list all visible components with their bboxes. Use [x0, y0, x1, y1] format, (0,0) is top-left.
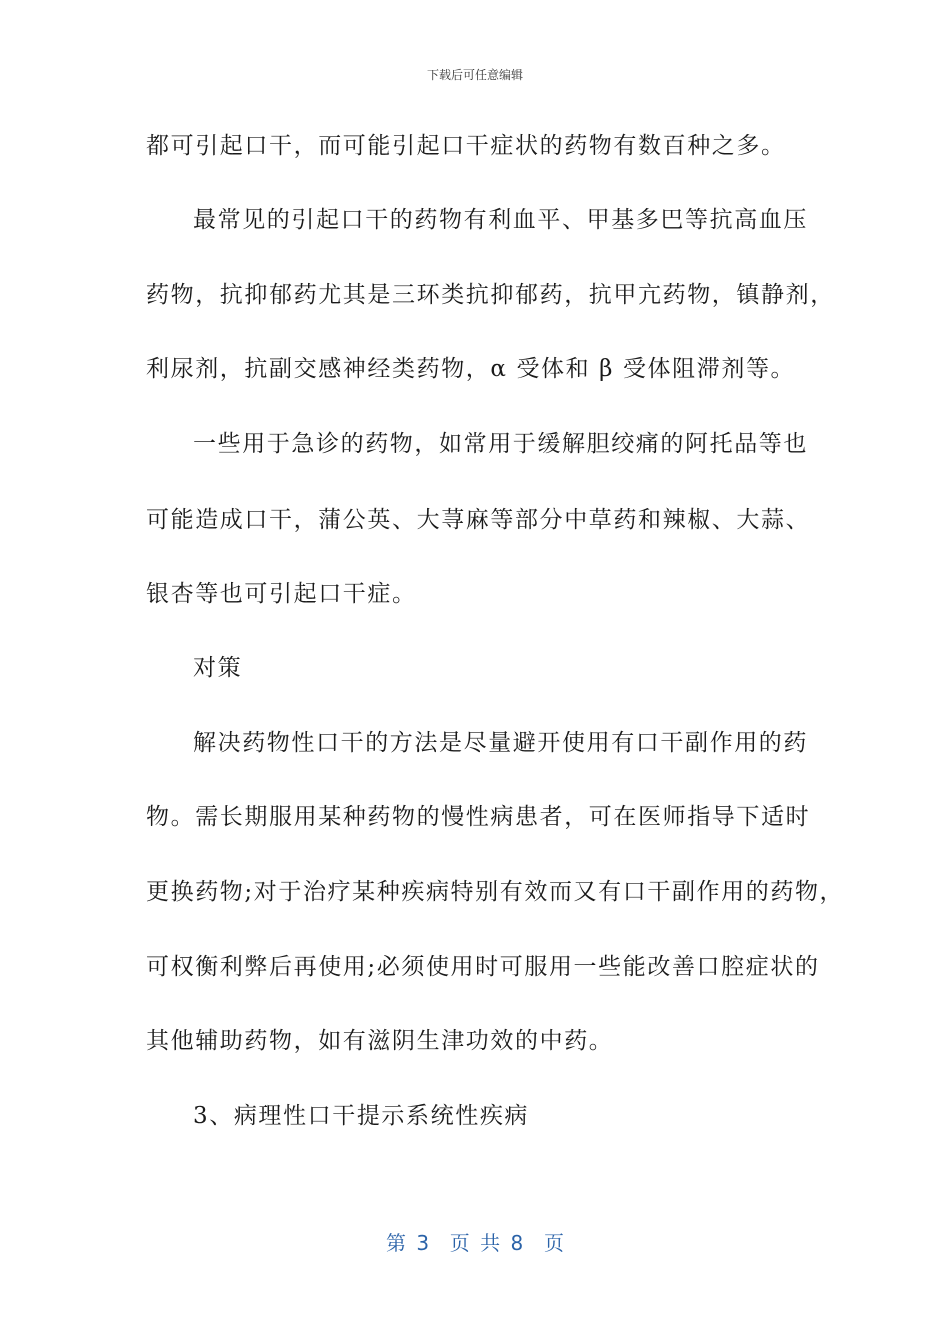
body-line-10: 物。需长期服用某种药物的慢性病患者，可在医师指导下适时 [146, 804, 811, 830]
body-line-3: 药物，抗抑郁药尤其是三环类抗抑郁药，抗甲亢药物，镇静剂， [146, 282, 835, 308]
page-number-text: 第 3 页 共 8 页 [386, 1231, 564, 1255]
body-line-11: 更换药物;对于治疗某种疾病特别有效而又有口干副作用的药物， [146, 879, 845, 905]
body-line-7: 银杏等也可引起口干症。 [146, 581, 417, 607]
page-header: 下载后可任意编辑 [426, 68, 523, 82]
body-line-4: 利尿剂，抗副交感神经类药物，α 受体和 β 受体阻滞剂等。 [146, 356, 796, 382]
body-line-5: 一些用于急诊的药物，如常用于缓解胆绞痛的阿托品等也 [193, 431, 808, 457]
page-footer [0, 1227, 950, 1256]
body-line-12: 可权衡利弊后再使用;必须使用时可服用一些能改善口腔症状的 [146, 954, 820, 980]
body-line-2: 最常见的引起口干的药物有利血平、甲基多巴等抗高血压 [193, 207, 808, 233]
section-heading-countermeasures: 对策 [193, 655, 243, 681]
body-line-6: 可能造成口干，蒲公英、大荨麻等部分中草药和辣椒、大蒜、 [146, 507, 811, 533]
section-heading-3: 3、病理性口干提示系统性疾病 [193, 1103, 530, 1129]
body-line-9: 解决药物性口干的方法是尽量避开使用有口干副作用的药 [193, 730, 808, 756]
body-line-13: 其他辅助药物，如有滋阴生津功效的中药。 [146, 1028, 614, 1054]
body-line-1: 都可引起口干，而可能引起口干症状的药物有数百种之多。 [146, 133, 786, 159]
